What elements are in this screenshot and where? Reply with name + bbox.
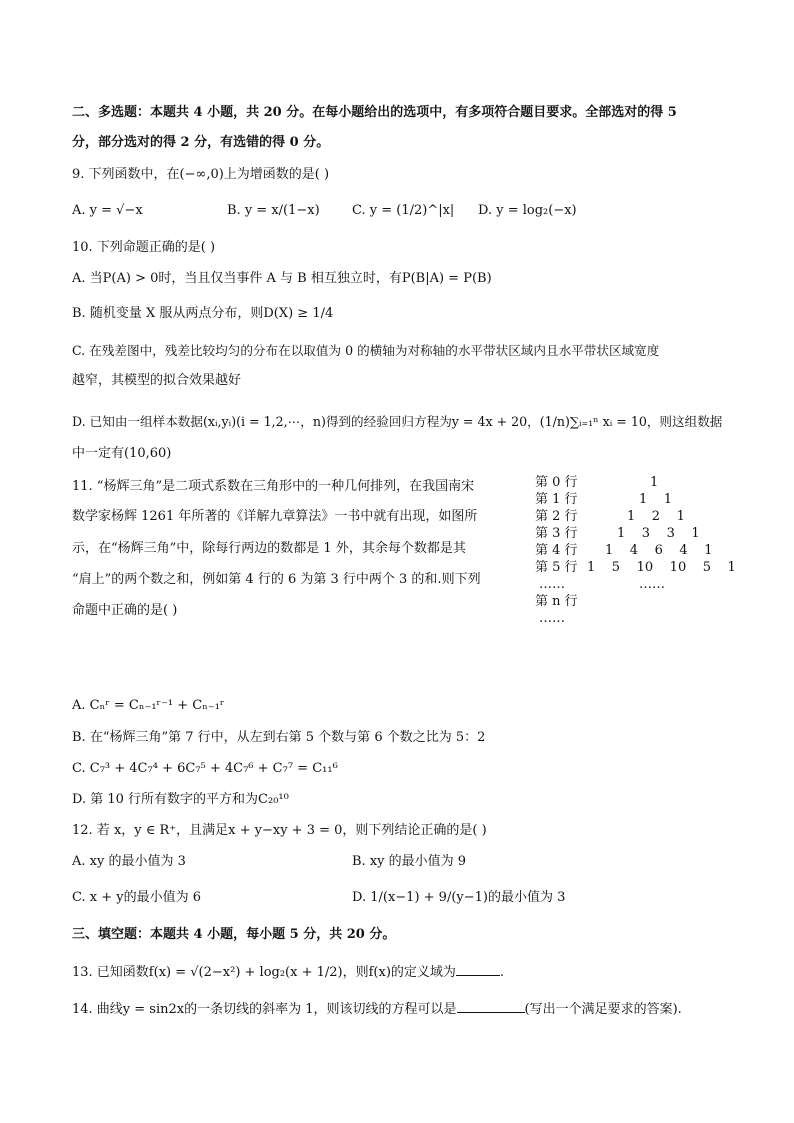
triangle-row-label: 第 n 行 <box>535 594 578 609</box>
triangle-row-numbers: 1 4 6 4 1 <box>605 543 713 558</box>
triangle-row <box>535 610 745 627</box>
triangle-row <box>535 593 745 610</box>
q10-option-d-line2: 中一定有(10,60) <box>72 446 172 461</box>
q9-stem: 9. 下列函数中，在(−∞,0)上为增函数的是( ) <box>72 167 330 182</box>
triangle-row <box>535 559 745 576</box>
section2-line1: 二、多选题：本题共 4 小题，共 20 分。在每小题给出的选项中，有多项符合题目要求。全部选对的得 5 <box>72 105 677 120</box>
triangle-row-numbers: 1 <box>650 475 659 490</box>
q11-text-line4: “肩上”的两个数之和，例如第 4 行的 6 为第 3 行中两个 3 的和.则下列 <box>72 572 481 587</box>
section2-line2: 分，部分选对的得 2 分，有选错的得 0 分。 <box>72 135 330 150</box>
q11-text-line3: 示，在“杨辉三角”中，除每行两边的数都是 1 外，其余每个数都是其 <box>72 541 466 556</box>
q11-option-b: B. 在“杨辉三角”第 7 行中，从左到右第 5 个数与第 6 个数之比为 5：2 <box>72 730 486 745</box>
triangle-row <box>535 525 745 542</box>
q11-text-line1: 11. “杨辉三角”是二项式系数在三角形中的一种几何排列，在我国南宋 <box>72 479 475 494</box>
q14-text-end: (写出一个满足要求的答案). <box>524 1002 682 1017</box>
triangle-row-label: 第 3 行 <box>535 526 578 541</box>
triangle-row-numbers: 1 3 3 1 <box>617 526 700 541</box>
triangle-row <box>535 474 745 491</box>
q9-option-c: C. y = (1/2)^|x| <box>352 203 455 218</box>
triangle-row-numbers: 1 2 1 <box>627 509 685 524</box>
q12-option-d: D. 1/(x−1) + 9/(y−1)的最小值为 3 <box>352 890 566 905</box>
q12-stem: 12. 若 x，y ∈ R⁺，且满足x + y−xy + 3 = 0，则下列结论正确的是( ) <box>72 823 487 838</box>
q14-answer-blank <box>457 999 525 1013</box>
q14-text: 14. 曲线y = sin2x的一条切线的斜率为 1，则该切线的方程可以是 <box>72 1002 457 1017</box>
q11-option-a: A. Cₙʳ = Cₙ₋₁ʳ⁻¹ + Cₙ₋₁ʳ <box>72 698 225 713</box>
q13-text-end: . <box>499 965 505 980</box>
q9-option-a: A. y = √−x <box>72 203 143 218</box>
q9-option-d: D. y = log₂(−x) <box>478 203 577 218</box>
yanghui-triangle-figure <box>535 474 745 627</box>
section3-line1: 三、填空题：本题共 4 小题，每小题 5 分，共 20 分。 <box>72 927 396 942</box>
q9-option-b: B. y = x/(1−x) <box>227 203 320 218</box>
q12-option-b: B. xy 的最小值为 9 <box>352 854 467 869</box>
triangle-row-label: 第 5 行 <box>535 560 578 575</box>
q11-text-line5: 命题中正确的是( ) <box>72 603 178 618</box>
triangle-row-label: 第 4 行 <box>535 543 578 558</box>
q13-text: 13. 已知函数f(x) = √(2−x²) + log₂(x + 1/2)，则f(x)的定义域为 <box>72 965 456 980</box>
q10-option-a: A. 当P(A) > 0时，当且仅当事件 A 与 B 相互独立时，有P(B|A) = P(B) <box>72 271 492 286</box>
q12-option-a: A. xy 的最小值为 3 <box>72 854 186 869</box>
triangle-row <box>535 576 745 593</box>
triangle-row-numbers: …… <box>639 577 665 592</box>
triangle-row-label: 第 1 行 <box>535 492 578 507</box>
q10-stem: 10. 下列命题正确的是( ) <box>72 240 216 255</box>
triangle-row-label: 第 0 行 <box>535 475 578 490</box>
q11-option-d: D. 第 10 行所有数字的平方和为C₂₀¹⁰ <box>72 792 289 807</box>
q10-option-c-line2: 越窄，其模型的拟合效果越好 <box>72 373 242 388</box>
q13-line <box>72 962 722 982</box>
triangle-row-label: …… <box>539 577 565 592</box>
triangle-row <box>535 542 745 559</box>
q10-option-c-line1: C. 在残差图中，残差比较均匀的分布在以取值为 0 的横轴为对称轴的水平带状区域内且水平带状区域宽度 <box>72 343 660 358</box>
triangle-row-numbers: 1 1 <box>639 492 673 507</box>
triangle-row <box>535 491 745 508</box>
q13-answer-blank <box>456 962 500 976</box>
q10-option-d-line1: D. 已知由一组样本数据(xᵢ,yᵢ)(i = 1,2,⋯，n)得到的经验回归方程为y = 4x + 20，(1/n)∑ᵢ₌₁ⁿ xᵢ = 10，则这组数据 <box>72 414 723 429</box>
triangle-row <box>535 508 745 525</box>
triangle-row-label: 第 2 行 <box>535 509 578 524</box>
q11-text-line2: 数学家杨辉 1261 年所著的《详解九章算法》一书中就有出现，如图所 <box>72 509 478 524</box>
q10-option-b: B. 随机变量 X 服从两点分布，则D(X) ≥ 1/4 <box>72 306 334 321</box>
q12-option-c: C. x + y的最小值为 6 <box>72 890 201 905</box>
triangle-row-numbers: 1 5 10 10 5 1 <box>587 560 736 575</box>
q14-line <box>72 999 722 1019</box>
triangle-row-label: …… <box>539 611 565 626</box>
q11-option-c: C. C₇³ + 4C₇⁴ + 6C₇⁵ + 4C₇⁶ + C₇⁷ = C₁₁⁶ <box>72 761 338 776</box>
